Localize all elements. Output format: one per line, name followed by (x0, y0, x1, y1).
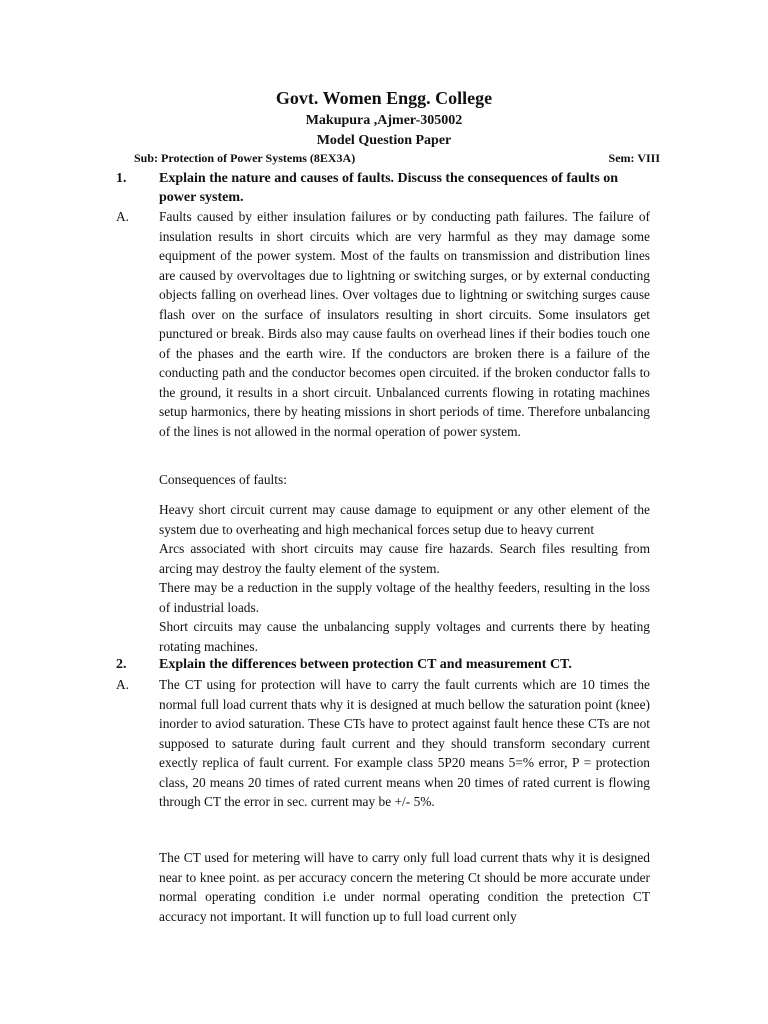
consequence-item: Arcs associated with short circuits may cause fire hazards. Search files resulting from arcing may destroy the faulty element of the system. (159, 541, 650, 576)
subject-line (134, 151, 660, 166)
consequence-item: Heavy short circuit current may cause damage to equipment or any other element of the system due to overheating and high mechanical forces setup due to heavy current (159, 502, 650, 537)
college-address: Makupura ,Ajmer-305002 (305, 113, 463, 128)
question-text: Explain the nature and causes of faults. Discuss the consequences of faults on power system. (159, 171, 619, 205)
question-number: 1. (116, 171, 127, 186)
question-1 (116, 169, 656, 207)
answer-text: The CT using for protection will have to carry the fault currents which are 10 times the normal full load current thats why it is designed at much bellow the saturation point (knee) inorder to aviod saturation. These CTs have to protect against fault hence these CTs are not supposed to saturate during fault current and they should transform secondary current exectly replica of fault current. For example class 5P20 means 5=% error, P = protection class, 20 means 20 times of rated current means when 20 times of rated current is flowing through CT the error in sec. current may be +/- 5%. (159, 677, 650, 809)
consequence-item: There may be a reduction in the supply voltage of the healthy feeders, resulting in the loss of industrial loads. (159, 580, 650, 615)
answer-text: Faults caused by either insulation failures or by conducting path failures. The failure of insulation results in short circuits which are very harmful as they may damage some equipment of the power system. Most of the faults on transmission and distribution lines are caused by overvoltages due to lightning or switching surges, or by external conducting objects falling on overhead lines. Over voltages due to lightning or switching surges cause flash over on the surface of insulators resulting in short circuits. Some insulators get punctured or break. Birds also may cause faults on overhead lines if their bodies touch one of the phases and the earth wire. If the conductors are broken there is a failure of the conducting path and the conductor becomes open circuited. if the broken conductor falls to the ground, it results in a short circuit. Unbalanced currents flowing in rotating machines setup harmonics, there by heating missions in short periods of time. Therefore unbalancing of the lines is not allowed in the normal operation of power system. (159, 209, 650, 439)
question-number: 2. (116, 657, 127, 672)
answer-2-continued: The CT used for metering will have to carry only full load current thats why it is designed near to knee point. as per accuracy concern the metering Ct should be more accurate under normal operating condition i.e under normal operating condition the pretection CT accuracy not important. It will function up to full load current only (159, 850, 650, 924)
answer-2 (116, 675, 650, 812)
college-title: Govt. Women Engg. College (275, 88, 493, 108)
paper-title: Model Question Paper (316, 133, 452, 148)
semester-label: Sem: VIII (608, 151, 660, 165)
answer-1 (116, 207, 650, 441)
consequence-item: Short circuits may cause the unbalancing supply voltages and currents there by heating rotating machines. (159, 619, 650, 654)
answer-label: A. (116, 209, 130, 224)
question-2 (116, 655, 656, 674)
question-text: Explain the differences between protection CT and measurement CT. (159, 657, 572, 672)
subject-label: Sub: Protection of Power Systems (8EX3A) (134, 151, 356, 165)
answer-label: A. (116, 677, 130, 692)
consequences-heading: Consequences of faults: (159, 472, 287, 487)
